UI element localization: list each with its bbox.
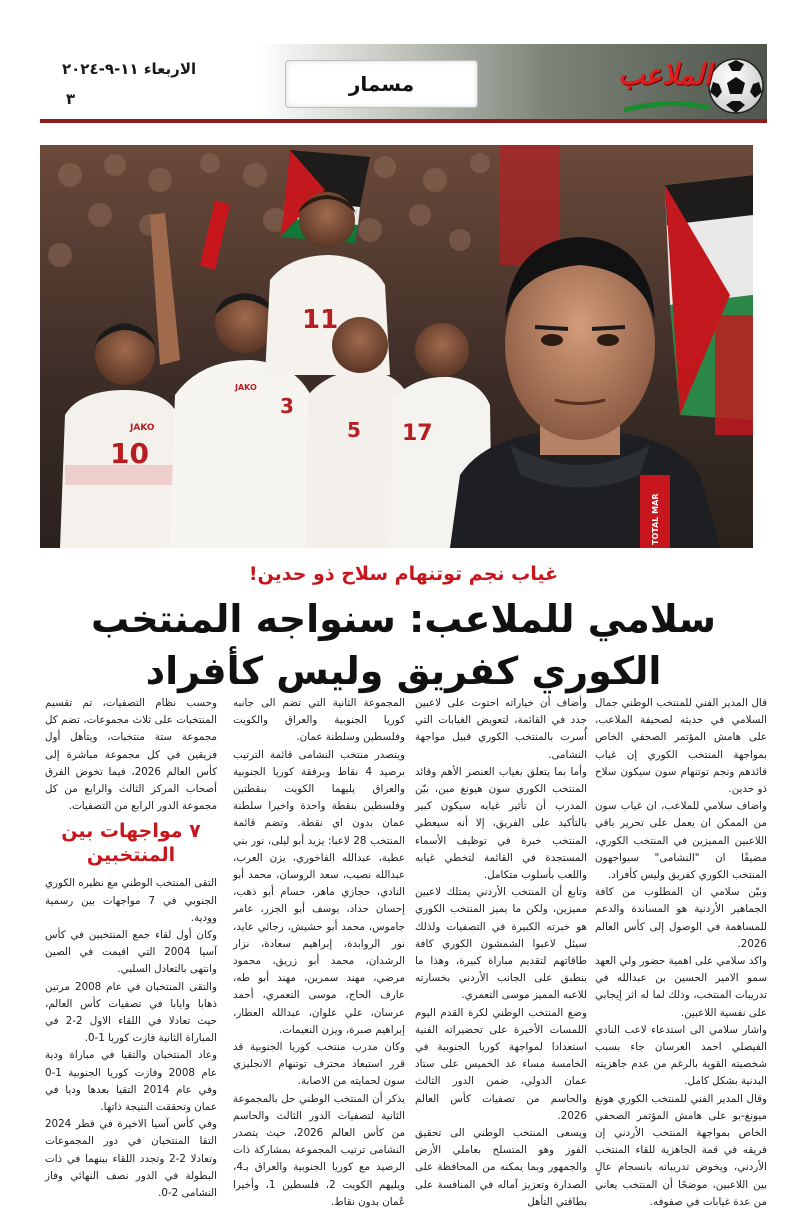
paragraph: وبيّن سلامي ان المطلوب من كافة الجماهير الأردنية هو المساندة والدعم للمساهمة في الوصول إلى كأس العالم 2026.	[595, 886, 767, 950]
paragraph: وفي كأس آسيا الاخيرة في قطر 2024 التقا المنتخبان في دور المجموعات وتعادلا 2-2 وتجدد اللقاء بينهما في ذات البطولة في الدور نصف النهائي وفاز النشامى 2-0.	[45, 1118, 217, 1200]
issue-date: الاربعاء ١١-٩-٢٠٢٤	[62, 60, 197, 78]
hero-photo	[40, 145, 753, 548]
page-number: ٣	[66, 90, 76, 108]
paragraph: وأما بما يتعلق بغياب العنصر الأهم وقائد المنتخب الكوري سون هيونغ مين، بيّن المدرب أن تأثير غيابه سيكون كبير بالتأكيد على الفريق، إلا أنه سيعطي المنتخب خبرة في توظيف الأسماء المستجدة في القائمة لتخطي غيابه واللعب بأسلوب متكامل.	[415, 765, 587, 882]
paragraph: واكد سلامي على اهمية حضور ولي العهد سمو الامير الحسين بن عبدالله في تدريبات المنتخب، وذلك لما له اثر إيجابي على نفسية اللاعبين.	[595, 955, 767, 1019]
jersey-number: 3	[280, 394, 294, 418]
paragraph: التقى المنتخب الوطني مع نظيره الكوري الجنوبي في 7 مواجهات بين رسمية وودية.	[45, 877, 217, 924]
logo-wordmark: الملاعب	[618, 58, 712, 91]
article-headline	[40, 593, 767, 697]
svg-text:TOTAL MAR: TOTAL MAR	[651, 493, 660, 545]
paragraph: وحسب نظام التصفيات، تم تقسيم المنتخبات على ثلاث مجموعات، تضم كل مجموعة ستة منتخبات، ويتأهل أول فريقين في كل مجموعة مباشرة إلى كأس العالم 2026، فيما تخوض الفرق أصحاب المركز الثالث والرابع من كل مجموعة الدور الرابع من التصفيات.	[45, 697, 217, 813]
paragraph: وتابع أن المنتخب الأردني يمتلك لاعبين مميزين، ولكن ما يميز المنتخب الكوري هو خبرته الكبيرة في التصفيات ولذلك سيئل لاعبوا الشمشون الكوري كافة طاقاتهم لتقديم مباراة كبيرة، وهذا ما ينطبق على الجانب الأردني بخسارته للاعبه المميز موسى التعمري.	[415, 886, 587, 1002]
jersey-number: 11	[302, 305, 339, 335]
jersey-number: 10	[110, 437, 149, 470]
paragraph: المجموعة الثانية التي تضم الى جانبه كوريا الجنوبية والعراق والكويت وفلسطين وسلطنة عمان.	[233, 697, 405, 744]
article-column-3	[233, 695, 405, 1211]
svg-text:JAKO: JAKO	[130, 423, 155, 433]
article-column-4	[45, 695, 217, 1202]
jersey-number: 17	[402, 421, 433, 446]
paragraph: والتقى المنتخبان في عام 2008 مرتين ذهابا وايابا في تصفيات كأس العالم، حيث تعادلا في اللقاء الاول 2-2 في المباراة الثانية فازت كوريا 1-0.	[45, 980, 217, 1045]
article-column-1	[595, 695, 767, 1211]
paragraph: ويسعى المنتخب الوطني الى تحقيق الفوز وهو المتسلح بعاملي الأرض والجمهور وبما يمكنه من المحافظة على الصدارة وتعزيز آماله في المنافسة على بطاقتي التأهل	[415, 1127, 587, 1208]
paragraph: ويتصدر منتخب النشامى قائمة الترتيب برصيد 4 نقاط وبرفقة كوريا الجنوبية والعراق يليهما الكويت بنقطتين وفلسطين بنقطة واحدة واخيرا سلطنة عمان بدون اي نقطة. وتضم قائمة المنتخب 28 لاعبا: يزيد أبو ليلى، نور بني عطية، عبدالله الفاخوري، يزن العرب، عبدالله نصيب، سعد الروسان، محمد أبو النادي، حجازي ماهر، حسام أبو ذهب، إحسان حداد، يوسف أبو الجزر، عامر جاموس، محمد أبو حشيش، رجائي عايد، نور الروابدة، إبراهيم سعادة، نزار الرشدان، محمد أبو زريق، محمود مرضي، مهند سمرين، مهند أبو طه، عارف الحاج، موسى التعمري، أحمد عرسان، علي علوان، عبدالله العطار، إبراهيم صبرة، ويزن النعيمات.	[233, 748, 405, 1036]
article-kicker: غياب نجم توتنهام سلاح ذو حدين!	[248, 563, 559, 585]
headline-line-1: سلامي للملاعب: سنواجه المنتخب	[91, 597, 716, 641]
article-subhead: ٧ مواجهات بين المنتخبين	[61, 820, 201, 867]
section-label: مسمار	[348, 72, 415, 96]
paragraph: وقال المدير الفني للمنتخب الكوري هونغ ميونغ-بو على هامش المؤتمر الصحفي الخاص بمواجهة المنتخب الأردني إن فريقه في قمة الجاهزية للقاء المنتخب الأردني، ويخوض تدريباته بانسجام عالٍ بين اللاعبين، موضحًا أن المنتخب يعاني من عدة غيابات في صفوفه.	[595, 1092, 767, 1208]
paragraph: وكان أول لقاء جمع المنتخبين في كأس آسيا 2004 التي اقيمت في الصين وانتهى بالتعادل السلبي.	[45, 929, 217, 976]
jersey-number: 5	[347, 418, 361, 442]
paragraph: واشار سلامي الى استدعاء لاعب النادي الفيصلي احمد العرسان جاء بسبب شخصيته القوية بالرغم من عدم جاهزيته البدنية بشكل كامل.	[595, 1023, 767, 1088]
paragraph: وكان مدرب منتخب كوريا الجنوبية قد قرر استبعاد محترف توتنهام الانجليزي سون لحمايته من الاصابة.	[233, 1041, 405, 1088]
paragraph: وضع المنتخب الوطني لكرة القدم اليوم اللمسات الأخيرة على تحضيراته الفنية استعدادا لمواجهة كوريا الجنوبية في الخامسة مساء غد الخميس على ستاد عمان الدولي، ضمن الدور الثالث والحاسم من تصفيات كأس العالم 2026.	[415, 1006, 587, 1122]
paragraph: يذكر أن المنتخب الوطني حل بالمجموعة الثانية لتصفيات الدور الثالث والحاسم من كأس العالم 2026، حيث يتصدر النشامى ترتيب المجموعة بمشاركة ذات الرصيد مع كوريا الجنوبية والعراق بـ4، ويليهم الكويت 2، فلسطين 1، وأخيرا عُمان بدون نقاط.	[233, 1092, 406, 1208]
section-label-box	[285, 60, 478, 108]
header-rule	[40, 119, 767, 123]
paragraph: وعاد المنتخبان والتقيا في مباراة ودية عام 2008 وفازت كوريا الجنوبية 1-0 وفي عام 2014 التقيا بعدها وديا في عمان وتحققت النتيجة ذاتها.	[45, 1049, 217, 1114]
svg-text:JAKO: JAKO	[235, 383, 257, 392]
paragraph: قال المدير الفني للمنتخب الوطني جمال السلامي في حديثه لصحيفة الملاعب، على هامش المؤتمر الصحفي الخاص بمواجهة المنتخب الكوري إن غياب قائدهم ونجم توتنهام سون سيكون سلاح ذو حدين.	[595, 697, 767, 796]
paragraph: واضاف سلامي للملاعب، ان غياب سون من الممكن ان يعمل على تحرير باقي اللاعبين المميزين في المنتخب الكوري، مضيفًا ان "النشامى" سيواجهون المنتخب الكوري كفريق وليس كأفراد.	[595, 800, 767, 882]
headline-line-2: الكوري كفريق وليس كأفراد	[145, 649, 662, 693]
paragraph: وأضاف أن خياراته احتوت على لاعبين جدد في القائمة، لتعويض الغيابات التي أُسرت بالمنتخب الكوري قبيل مواجهة النشامى.	[415, 697, 587, 761]
article-column-2	[415, 695, 587, 1211]
